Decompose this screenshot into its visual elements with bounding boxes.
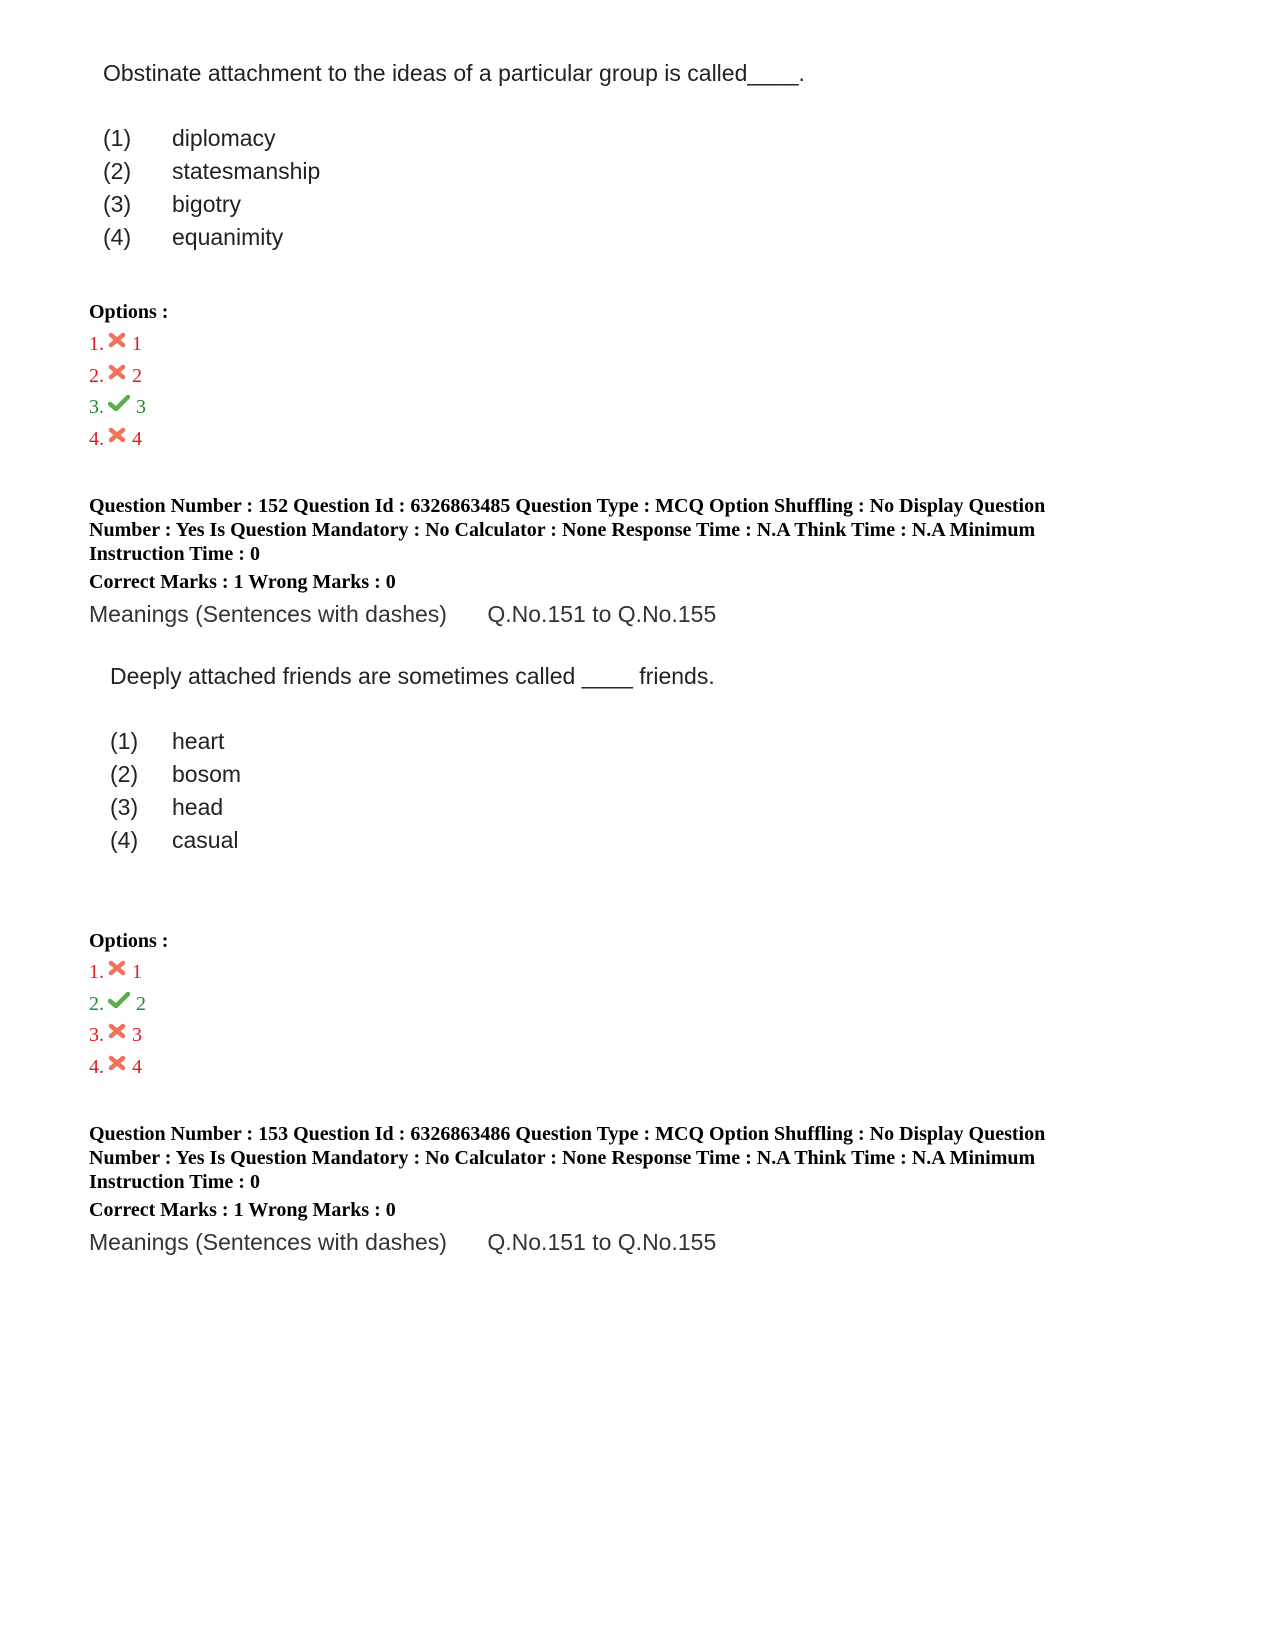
choice-label: bigotry bbox=[172, 191, 242, 217]
option-index: 2. bbox=[89, 364, 104, 387]
question-text: Deeply attached friends are sometimes called ____ friends. bbox=[110, 663, 715, 689]
option-index: 3. bbox=[89, 396, 104, 418]
option-wrong bbox=[89, 427, 142, 451]
cross-icon bbox=[108, 1023, 126, 1039]
section-header bbox=[89, 601, 716, 628]
choice-number: (2) bbox=[103, 158, 132, 184]
option-index: 1. bbox=[89, 333, 104, 355]
option-value: 1 bbox=[132, 961, 142, 983]
option-value: 1 bbox=[132, 333, 142, 355]
option-index: 4. bbox=[89, 1055, 104, 1078]
option-value: 4 bbox=[132, 1055, 142, 1078]
cross-icon bbox=[108, 1055, 126, 1071]
choice-label: heart bbox=[172, 728, 225, 754]
option-index: 3. bbox=[89, 1024, 104, 1046]
option-correct bbox=[89, 395, 146, 419]
choice-number: (2) bbox=[110, 761, 139, 787]
question-meta: Question Number : 153 Question Id : 6326863486 Question Type : MCQ Option Shuffling : No Display Question Number : Yes Is Question Mandatory : No Calculator : None Response Time : N.A Think Time : N.A Minimum Instruction Time : 0 bbox=[89, 1123, 1046, 1193]
choice-label: statesmanship bbox=[172, 158, 321, 184]
option-wrong bbox=[89, 1055, 142, 1079]
cross-icon bbox=[108, 427, 126, 443]
choice-number: (3) bbox=[103, 191, 132, 217]
marks-info: Correct Marks : 1 Wrong Marks : 0 bbox=[89, 1199, 396, 1221]
choice-label: diplomacy bbox=[172, 125, 276, 151]
options-heading: Options : bbox=[89, 301, 169, 323]
section-range: Q.No.151 to Q.No.155 bbox=[487, 1229, 717, 1255]
choice-number: (3) bbox=[110, 794, 139, 820]
section-range: Q.No.151 to Q.No.155 bbox=[487, 601, 717, 627]
option-wrong bbox=[89, 960, 142, 984]
choice-label: equanimity bbox=[172, 224, 284, 250]
section-title: Meanings (Sentences with dashes) bbox=[89, 601, 447, 627]
choice-label: bosom bbox=[172, 761, 242, 787]
check-icon bbox=[108, 992, 130, 1008]
marks-info: Correct Marks : 1 Wrong Marks : 0 bbox=[89, 571, 396, 593]
section-title: Meanings (Sentences with dashes) bbox=[89, 1229, 447, 1255]
choice-number: (4) bbox=[103, 224, 132, 250]
option-wrong bbox=[89, 364, 142, 388]
option-wrong bbox=[89, 1023, 142, 1047]
cross-icon bbox=[108, 364, 126, 380]
check-icon bbox=[108, 395, 130, 411]
options-heading: Options : bbox=[89, 930, 169, 952]
option-index: 2. bbox=[89, 992, 104, 1015]
choice-label: casual bbox=[172, 827, 239, 853]
option-value: 3 bbox=[136, 396, 146, 418]
question-text: Obstinate attachment to the ideas of a particular group is called____. bbox=[103, 60, 805, 86]
cross-icon bbox=[108, 332, 126, 348]
choice-number: (1) bbox=[103, 125, 132, 151]
option-index: 1. bbox=[89, 961, 104, 983]
choice-number: (1) bbox=[110, 728, 139, 754]
option-value: 4 bbox=[132, 427, 142, 450]
option-index: 4. bbox=[89, 427, 104, 450]
cross-icon bbox=[108, 960, 126, 976]
option-value: 2 bbox=[136, 992, 146, 1015]
option-value: 3 bbox=[132, 1024, 142, 1046]
choice-label: head bbox=[172, 794, 224, 820]
option-correct bbox=[89, 992, 146, 1016]
question-meta: Question Number : 152 Question Id : 6326863485 Question Type : MCQ Option Shuffling : No Display Question Number : Yes Is Question Mandatory : No Calculator : None Response Time : N.A Think Time : N.A Minimum Instruction Time : 0 bbox=[89, 495, 1046, 565]
option-value: 2 bbox=[132, 364, 142, 387]
section-header bbox=[89, 1229, 716, 1256]
option-wrong bbox=[89, 332, 142, 356]
choice-number: (4) bbox=[110, 827, 139, 853]
